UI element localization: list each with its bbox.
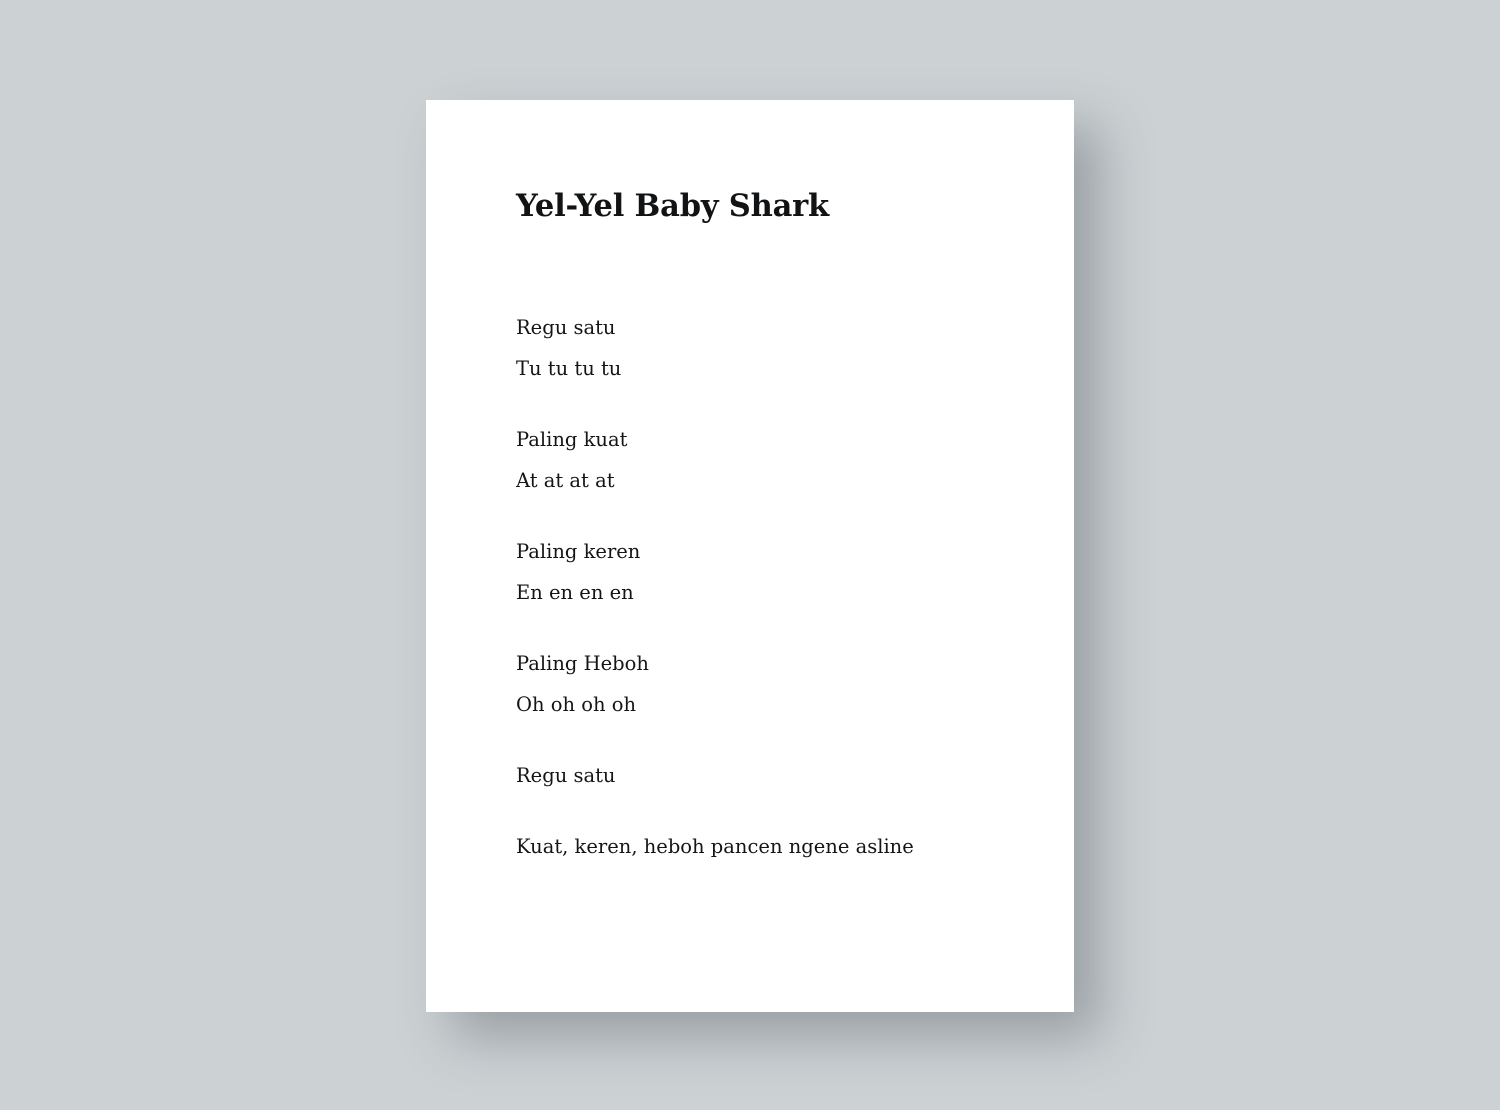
- stanza: [516, 643, 984, 725]
- lyric-line: Kuat, keren, heboh pancen ngene asline: [516, 834, 914, 858]
- lyric-line: Paling kuat: [516, 427, 628, 451]
- lyric-line: Tu tu tu tu: [516, 356, 622, 380]
- lyric-line: Regu satu: [516, 315, 616, 339]
- stanza: [516, 755, 984, 796]
- stanza: [516, 531, 984, 613]
- lyric-line: Oh oh oh oh: [516, 692, 637, 716]
- lyric-line: Paling Heboh: [516, 651, 649, 675]
- document-page: [426, 100, 1074, 1012]
- page-content: [426, 100, 1074, 867]
- stanza: [516, 307, 984, 389]
- lyric-line: Regu satu: [516, 763, 616, 787]
- lyric-line: Paling keren: [516, 539, 641, 563]
- lyric-line: En en en en: [516, 580, 634, 604]
- page-title: Yel-Yel Baby Shark: [516, 188, 829, 224]
- lyric-line: At at at at: [516, 468, 615, 492]
- stanza: [516, 419, 984, 501]
- document-body: [516, 307, 984, 867]
- stanza: [516, 826, 984, 867]
